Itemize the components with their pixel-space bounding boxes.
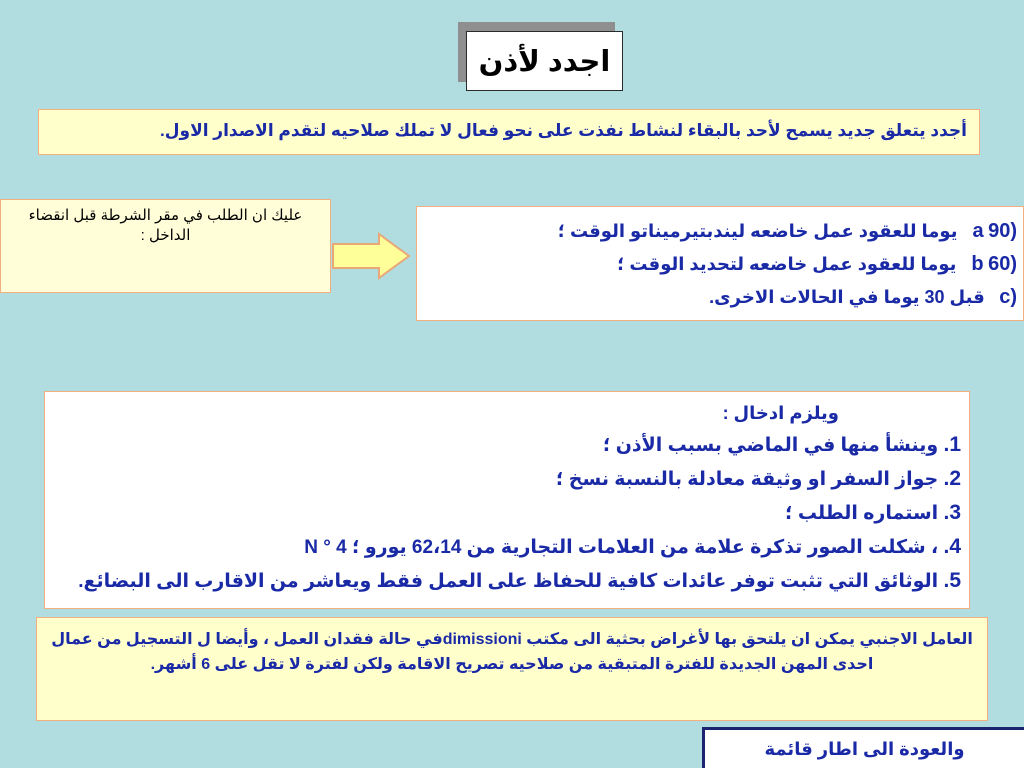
- deadline-item: [425, 248, 1017, 281]
- requirement-text: الوثائق التي تثبت توفر عائدات كافية للحفاظ على العمل فقط ويعاشر من الاقارب الى البضائع.: [78, 571, 939, 592]
- requirements-box: [44, 391, 970, 609]
- deadlines-box: [416, 206, 1024, 321]
- requirement-number: 5.: [943, 569, 961, 592]
- deadline-item: [425, 215, 1017, 248]
- requirement-number: 1.: [943, 433, 961, 456]
- deadline-marker: (b: [971, 253, 1017, 275]
- deadline-text: قبل 30 يوما في الحالات الاخرى.: [709, 287, 985, 307]
- requirement-item: [53, 496, 961, 530]
- deadline-days: 60: [988, 253, 1011, 275]
- requirement-number: 2.: [943, 467, 961, 490]
- deadline-marker: (c: [999, 286, 1017, 308]
- requirement-number: 4.: [943, 535, 961, 558]
- deadline-item: [425, 281, 1017, 314]
- requirements-heading: ويلزم ادخال :: [722, 403, 839, 423]
- deadline-marker: (a: [972, 220, 1017, 242]
- deadline-text: يوما للعقود عمل خاضعه ليندبتيرميناتو الوقت ؛: [557, 221, 958, 241]
- requirement-text: جواز السفر او وثيقة معادلة بالنسبة نسخ ؛: [555, 469, 939, 490]
- police-note: عليك ان الطلب في مقر الشرطة قبل انقضاء الداخل :: [0, 199, 331, 293]
- requirement-item: [53, 530, 961, 564]
- arrow-right-icon: [331, 232, 411, 280]
- back-to-menu-link[interactable]: والعودة الى اطار قائمة: [702, 727, 1024, 768]
- requirement-text: وينشأ منها في الماضي بسبب الأذن ؛: [602, 435, 939, 456]
- intro-banner: أجدد يتعلق جديد يسمح لأحد بالبقاء لنشاط نفذت على نحو فعال لا تملك صلاحيه لتقدم الاصدار الاول.: [38, 109, 980, 155]
- deadline-days: 90: [988, 220, 1011, 242]
- page-title: اجدد لأذن: [466, 31, 623, 91]
- foreign-worker-note: العامل الاجنبي يمكن ان يلتحق بها لأغراض بحثية الى مكتب dimissioniفي حالة فقدان العمل ، وأيضا ل التسجيل من عمال احدى المهن الجديدة للفترة المتبقية من صلاحيه تصريح الاقامة ولكن لفترة لا تقل على 6 أشهر.: [36, 617, 988, 721]
- requirement-text: ، شكلت الصور تذكرة علامة من العلامات التجارية من 62،14 يورو ؛ N ° 4: [304, 537, 939, 558]
- requirement-item: [53, 462, 961, 496]
- requirement-text: استماره الطلب ؛: [785, 503, 939, 524]
- requirement-item: [53, 564, 961, 598]
- requirement-item: [53, 428, 961, 462]
- deadline-text: يوما للعقود عمل خاضعه لتحديد الوقت ؛: [617, 254, 957, 274]
- requirement-number: 3.: [943, 501, 961, 524]
